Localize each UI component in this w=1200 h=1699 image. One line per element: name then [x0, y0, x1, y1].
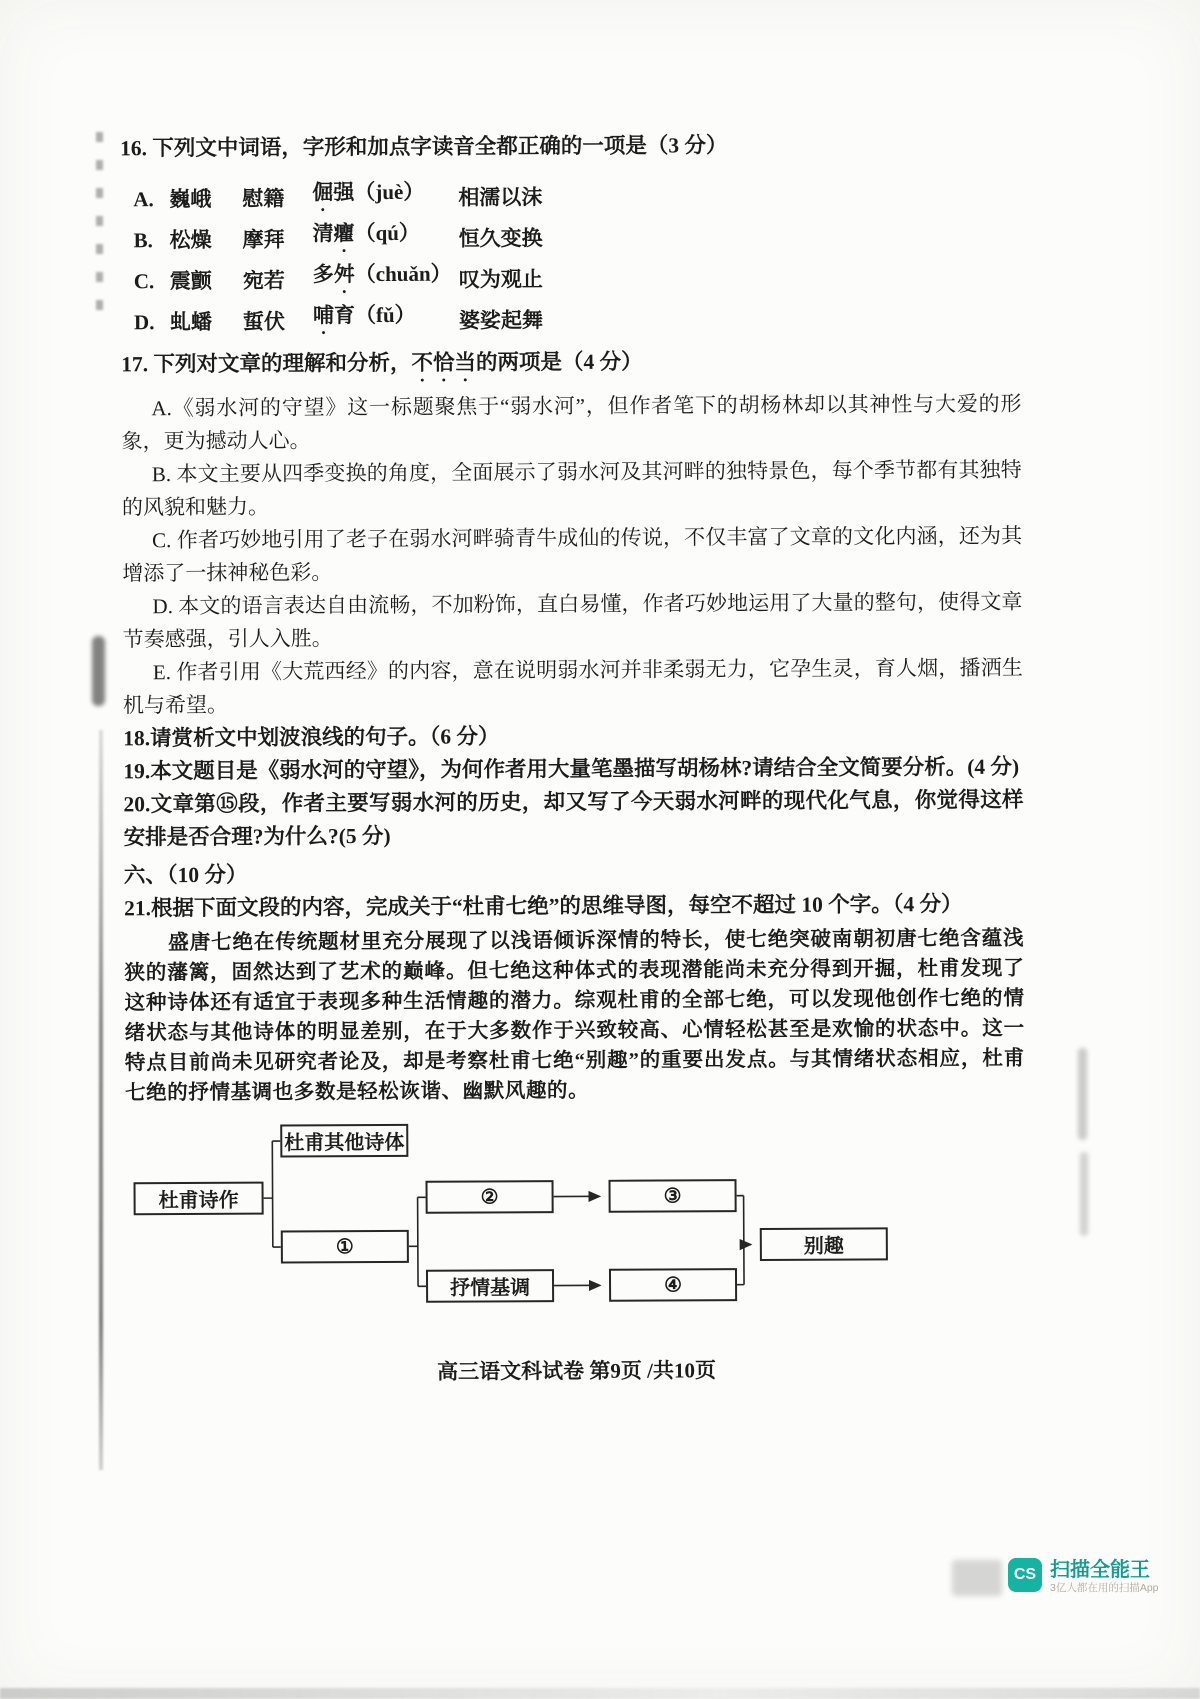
q16-option-a-word3-dotted: 倔	[312, 180, 334, 205]
q16-option-c	[134, 256, 1021, 302]
q16-option-a-word4: 相濡以沫	[458, 184, 543, 210]
q16-option-c-word3	[313, 261, 459, 299]
camscanner-logo-icon: CS	[1008, 1558, 1042, 1592]
q16-option-b-word3-post: （qú）	[354, 220, 420, 246]
q16-option-b-label: B.	[133, 227, 153, 252]
q16-option-a-word2: 慰籍	[242, 185, 285, 211]
diagram-box-blank-1: ①	[281, 1230, 409, 1264]
q16-option-a	[133, 174, 1020, 220]
scan-artifact-bottom-shade	[0, 1688, 1200, 1699]
diagram-box-blank-2: ②	[425, 1180, 553, 1214]
q17-option-a: A.《弱水河的守望》这一标题聚焦于“弱水河”，但作者笔下的胡杨林却以其神性与大爱的形象，更为撼动人心。	[121, 391, 1022, 454]
q16-option-d-word3-post: 育（fǔ）	[333, 302, 416, 328]
q16-stem: 16. 下列文中词语，字形和加点字读音全都正确的一项是（3 分）	[120, 133, 728, 161]
scan-artifact-right-smudge-2	[1080, 1152, 1088, 1236]
mind-map-diagram	[125, 1121, 916, 1307]
q17-stem	[121, 344, 1021, 389]
q16-option-a-word3-post: 强（juè）	[333, 179, 425, 205]
scan-artifact-left-blob	[92, 636, 105, 706]
q17-stem-dotted: 不恰当	[411, 350, 477, 375]
q16-option-b-word2: 摩拜	[242, 226, 285, 252]
q16-option-b-word4: 恒久变换	[458, 225, 543, 251]
scan-artifact-left-line	[99, 730, 103, 1470]
diagram-box-blank-4: ④	[609, 1268, 737, 1302]
scan-artifact-left-ticks	[96, 132, 103, 312]
q19-stem: 19.本文题目是《弱水河的守望》，为何作者用大量笔墨描写胡杨林?请结合全文简要分析。(4 分)	[123, 754, 1020, 784]
q16-option-b-word3	[312, 220, 458, 258]
q16-option-c-word3-dotted: 舛	[333, 262, 355, 287]
diagram-box-biequ: 别趣	[760, 1227, 888, 1261]
q16-option-b-word1: 松燥	[169, 227, 212, 252]
q16-option-d-word1: 虬蟠	[169, 309, 213, 334]
scan-artifact-right-smudge-1	[1078, 1048, 1087, 1140]
camscanner-texts	[1050, 1558, 1159, 1595]
q17-option-e: E. 作者引用《大荒西经》的内容，意在说明弱水河并非柔弱无力，它孕生灵，育人烟，播洒生机与希望。	[122, 655, 1023, 718]
diagram-box-blank-3: ③	[608, 1179, 736, 1213]
q16-option-c-word1: 震颤	[169, 268, 212, 293]
q16-option-b-word3-dotted: 癯	[333, 221, 355, 246]
q21-stem: 21.根据下面文段的内容，完成关于“杜甫七绝”的思维导图，每空不超过 10 个字。（4 分）	[124, 891, 963, 921]
q17-stem-post: 的两项是（4 分）	[475, 349, 643, 375]
q16-option-a-word3	[312, 179, 458, 217]
q17-option-b: B. 本文主要从四季变换的角度，全面展示了弱水河及其河畔的独特景色，每个季节都有其独特的风貌和魅力。	[121, 457, 1022, 520]
q16-option-d-word2: 蜇伏	[242, 308, 286, 334]
diagram-box-other-poems: 杜甫其他诗体	[280, 1124, 408, 1158]
q16-option-d-label: D.	[133, 309, 155, 334]
q17-option-c: C. 作者巧妙地引用了老子在弱水河畔骑青牛成仙的传说，不仅丰富了文章的文化内涵，还为其增添了一抹神秘色彩。	[122, 523, 1023, 586]
camscanner-tagline: 3亿人都在用的扫描App	[1050, 1582, 1159, 1594]
page-footer: 高三语文科试卷 第9页 /共10页	[437, 1358, 716, 1384]
q16-option-c-word3-post: （chuǎn）	[354, 261, 452, 287]
q16-option-a-label: A.	[133, 186, 154, 211]
q16-option-c-word2: 宛若	[242, 267, 285, 293]
q16-option-b-word3-pre: 清	[312, 221, 334, 246]
q16-option-d-word3	[313, 302, 459, 340]
q16-option-c-label: C.	[133, 268, 155, 293]
q18-stem: 18.请赏析文中划波浪线的句子。（6 分）	[123, 724, 500, 751]
q16-option-d-word4: 婆娑起舞	[458, 307, 544, 333]
q17-option-d: D. 本文的语言表达自由流畅，不加粉饰，直白易懂，作者巧妙地运用了大量的整句，使得文章节奏感强，引人入胜。	[122, 589, 1023, 652]
exam-content	[120, 128, 1027, 1388]
q16-option-a-word1: 巍峨	[169, 186, 212, 211]
scan-artifact-watermark-smudge	[952, 1560, 1002, 1596]
q16-option-d-word3-dotted: 哺	[312, 303, 335, 328]
camscanner-watermark	[1008, 1558, 1159, 1595]
diagram-box-lyric-tone: 抒情基调	[426, 1269, 554, 1303]
diagram-box-dufu-poetry: 杜甫诗作	[134, 1182, 264, 1216]
q21-passage: 盛唐七绝在传统题材里充分展现了以浅语倾诉深情的特长，使七绝突破南朝初唐七绝含蕴浅狭的藩篱，固然达到了艺术的巅峰。但七绝这种体式的表现潜能尚未充分得到开掘，杜甫发现了这种诗体还有适宜于表现多种生活情趣的潜力。综观杜甫的全部七绝，可以发现他创作七绝的情绪状态与其他诗体的明显差别，在于大多数作于兴致较高、心情轻松甚至是欢愉的状态中。这一特点目前尚未见研究者论及，却是考察杜甫七绝“别趣”的重要出发点。与其情绪状态相应，杜甫七绝的抒情基调也多数是轻松诙谐、幽默风趣的。	[124, 927, 1025, 1105]
q20-stem: 20.文章第⑮段，作者主要写弱水河的历史，却又写了今天弱水河畔的现代化气息，你觉得这样安排是否合理?为什么?(5 分)	[123, 787, 1024, 850]
q16-option-c-word4: 叹为观止	[458, 266, 543, 292]
section-6-heading: 六、（10 分）	[123, 862, 248, 888]
q17-stem-pre: 17. 下列对文章的理解和分析，	[121, 350, 412, 377]
camscanner-brand: 扫描全能王	[1050, 1559, 1150, 1581]
q16-option-b	[133, 215, 1020, 261]
q16-option-c-word3-pre: 多	[312, 262, 334, 287]
q16-option-d	[134, 297, 1021, 343]
